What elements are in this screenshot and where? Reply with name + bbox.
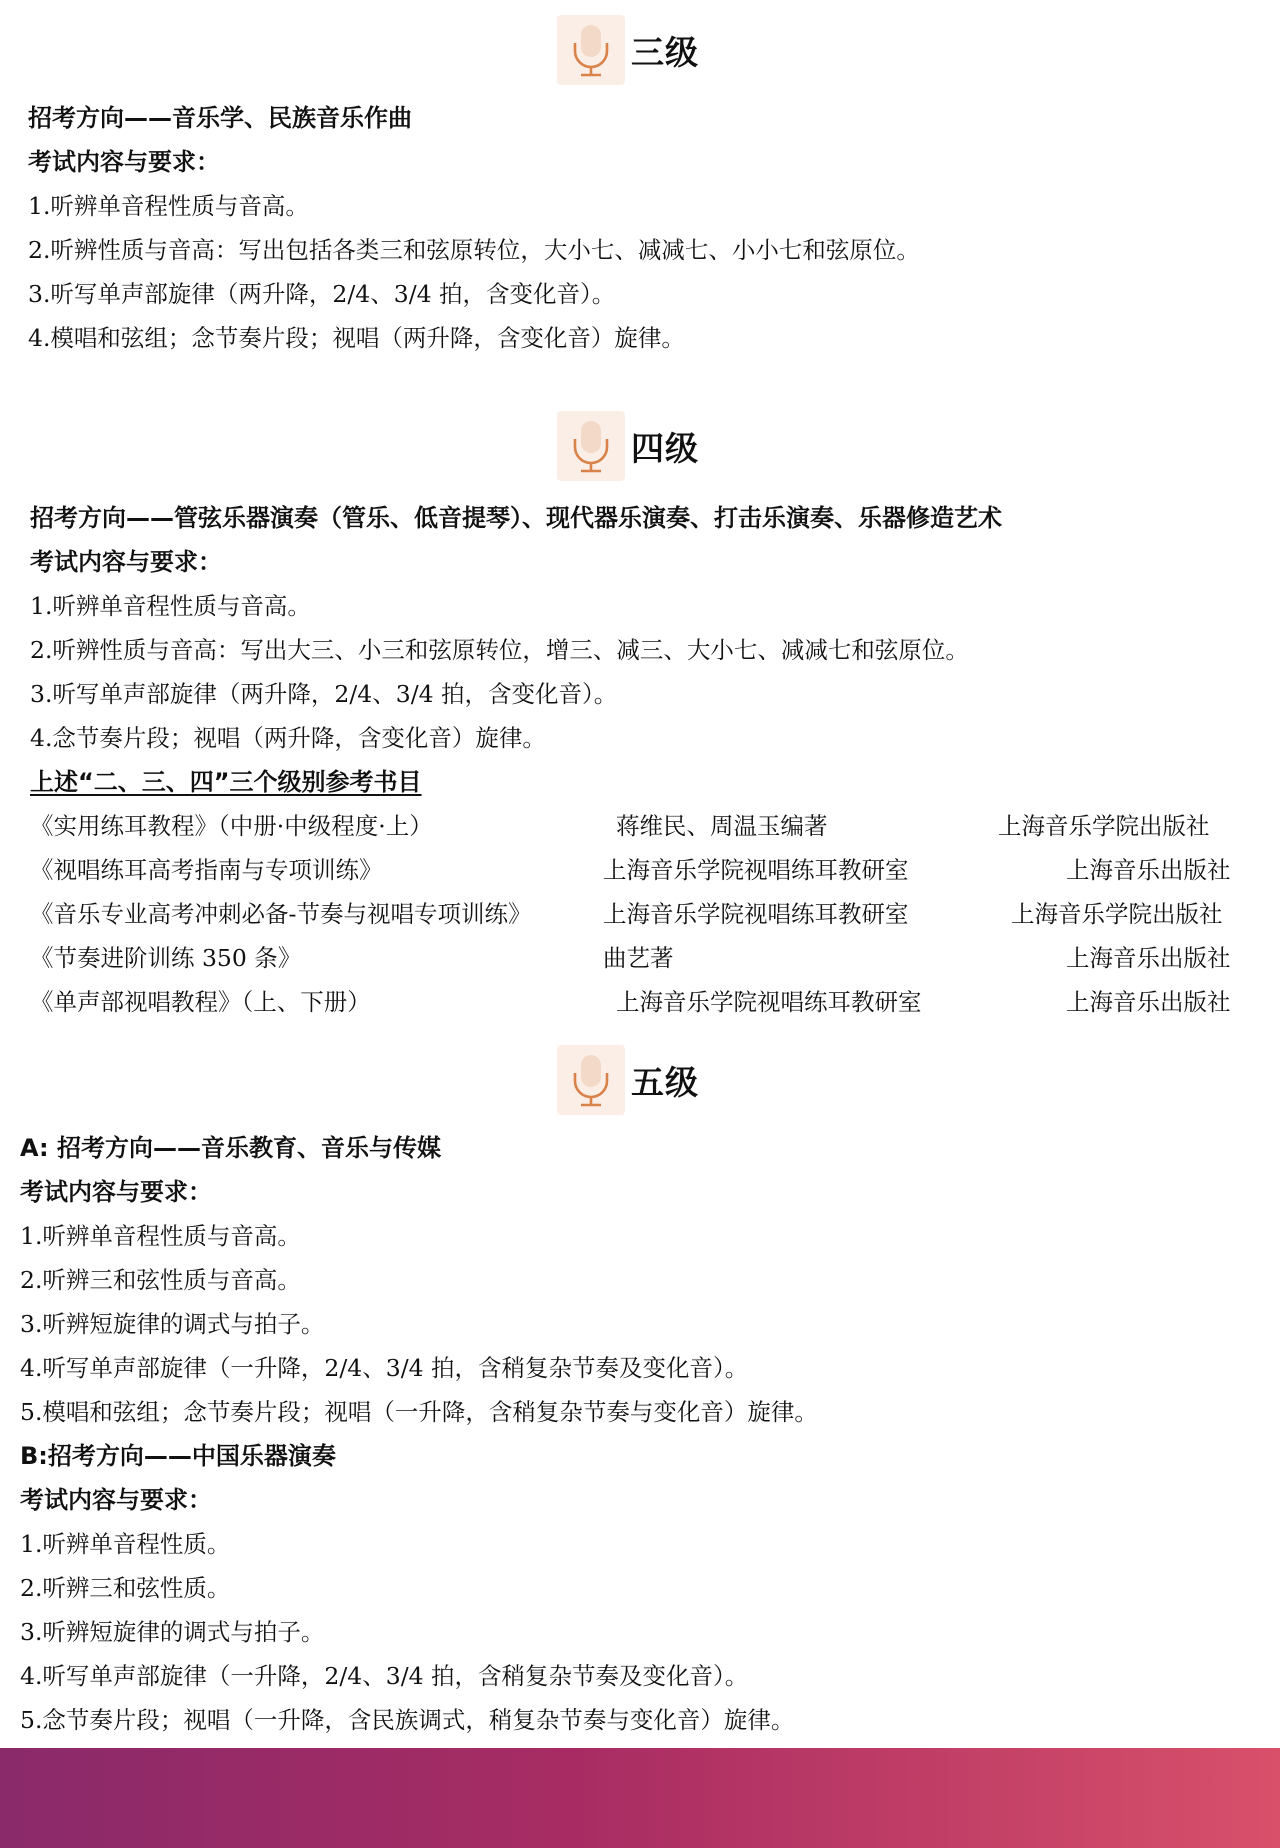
level-3-header (0, 14, 1280, 86)
level-4-item-3: 3.听写单声部旋律（两升降，2/4、3/4 拍，含变化音）。 (30, 680, 618, 708)
footer-gradient-band (0, 1748, 1280, 1848)
level-3-item-4: 4.模唱和弦组；念节奏片段；视唱（两升降，含变化音）旋律。 (28, 324, 685, 352)
level-5-part-b-item-3: 3.听辨短旋律的调式与拍子。 (20, 1618, 325, 1646)
level-5-part-a-item-5: 5.模唱和弦组；念节奏片段；视唱（一升降，含稍复杂节奏与变化音）旋律。 (20, 1398, 818, 1426)
level-3-title: 三级 (631, 32, 699, 72)
microphone-icon (557, 15, 625, 85)
microphone-icon (557, 411, 625, 481)
book-title: 《视唱练耳高考指南与专项训练》 (30, 856, 383, 884)
level-3-direction: 招考方向——音乐学、民族音乐作曲 (28, 104, 412, 132)
level-5-section (0, 1044, 1280, 1734)
reference-book-list (0, 804, 1280, 1024)
level-4-requirements-label: 考试内容与要求： (30, 548, 222, 576)
level-3-item-1: 1.听辨单音程性质与音高。 (28, 192, 309, 220)
level-3-requirements-label: 考试内容与要求： (28, 148, 220, 176)
book-row (0, 804, 1280, 848)
level-3-item-2: 2.听辨性质与音高：写出包括各类三和弦原转位，大小七、减减七、小小七和弦原位。 (28, 236, 920, 264)
level-4-direction: 招考方向——管弦乐器演奏（管乐、低音提琴）、现代器乐演奏、打击乐演奏、乐器修造艺术 (30, 504, 1002, 532)
book-title: 《单声部视唱教程》（上、下册） (30, 988, 371, 1016)
microphone-icon (557, 1045, 625, 1115)
books-heading: 上述“二、三、四”三个级别参考书目 (30, 768, 422, 796)
book-author: 曲艺著 (603, 944, 674, 972)
book-publisher: 上海音乐出版社 (1066, 856, 1231, 884)
level-5-part-b-direction: B:招考方向——中国乐器演奏 (20, 1442, 336, 1470)
level-5-part-a-requirements-label: 考试内容与要求： (20, 1178, 212, 1206)
book-author: 蒋维民、周温玉编著 (616, 812, 828, 840)
level-5-part-a-direction: A: 招考方向——音乐教育、音乐与传媒 (20, 1134, 441, 1162)
book-author: 上海音乐学院视唱练耳教研室 (616, 988, 922, 1016)
level-5-part-b-item-1: 1.听辨单音程性质。 (20, 1530, 231, 1558)
level-5-title: 五级 (631, 1062, 699, 1102)
book-author: 上海音乐学院视唱练耳教研室 (603, 900, 909, 928)
book-publisher: 上海音乐出版社 (1066, 988, 1231, 1016)
level-4-title: 四级 (631, 428, 699, 468)
book-publisher: 上海音乐学院出版社 (1011, 900, 1223, 928)
level-5-part-b-requirements-label: 考试内容与要求： (20, 1486, 212, 1514)
level-4-item-1: 1.听辨单音程性质与音高。 (30, 592, 311, 620)
book-author: 上海音乐学院视唱练耳教研室 (603, 856, 909, 884)
book-title: 《音乐专业高考冲刺必备-节奏与视唱专项训练》 (30, 900, 532, 928)
level-4-item-4: 4.念节奏片段；视唱（两升降，含变化音）旋律。 (30, 724, 546, 752)
level-4-item-2: 2.听辨性质与音高：写出大三、小三和弦原转位，增三、减三、大小七、减减七和弦原位。 (30, 636, 969, 664)
level-5-part-a-item-3: 3.听辨短旋律的调式与拍子。 (20, 1310, 325, 1338)
level-5-part-a-item-4: 4.听写单声部旋律（一升降，2/4、3/4 拍，含稍复杂节奏及变化音）。 (20, 1354, 749, 1382)
level-3-section (0, 14, 1280, 352)
book-row (0, 892, 1280, 936)
level-4-header (0, 410, 1280, 482)
level-5-header (0, 1044, 1280, 1116)
book-title: 《实用练耳教程》（中册·中级程度·上） (30, 812, 433, 840)
book-row (0, 848, 1280, 892)
level-5-part-b-item-2: 2.听辨三和弦性质。 (20, 1574, 231, 1602)
book-publisher: 上海音乐学院出版社 (998, 812, 1210, 840)
level-5-part-a-item-2: 2.听辨三和弦性质与音高。 (20, 1266, 301, 1294)
level-5-part-b-item-4: 4.听写单声部旋律（一升降，2/4、3/4 拍，含稍复杂节奏及变化音）。 (20, 1662, 749, 1690)
level-4-section (0, 410, 1280, 1016)
level-5-part-b-item-5: 5.念节奏片段；视唱（一升降，含民族调式，稍复杂节奏与变化音）旋律。 (20, 1706, 795, 1734)
book-publisher: 上海音乐出版社 (1066, 944, 1231, 972)
level-5-part-a-item-1: 1.听辨单音程性质与音高。 (20, 1222, 301, 1250)
level-3-item-3: 3.听写单声部旋律（两升降，2/4、3/4 拍，含变化音）。 (28, 280, 616, 308)
book-row (0, 980, 1280, 1024)
book-row (0, 936, 1280, 980)
book-title: 《节奏进阶训练 350 条》 (30, 944, 302, 972)
